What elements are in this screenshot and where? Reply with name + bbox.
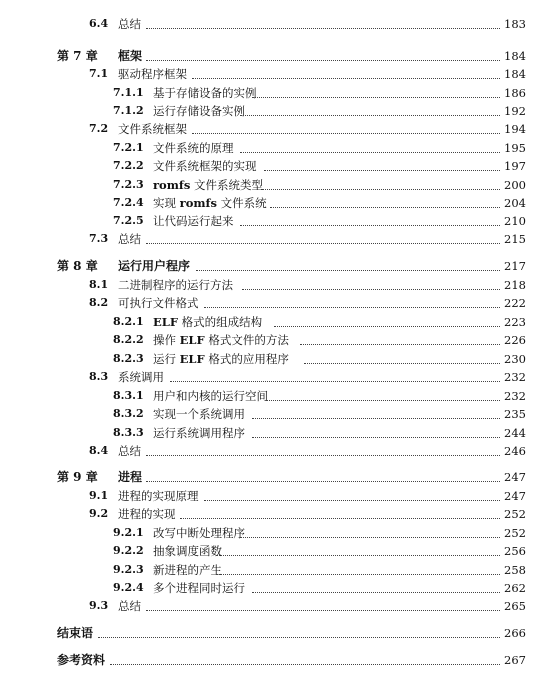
toc-entry[interactable]	[0, 597, 539, 615]
toc-entry[interactable]	[0, 350, 539, 368]
toc-leader	[146, 15, 500, 33]
toc-entry[interactable]	[0, 84, 539, 102]
toc-leader	[192, 65, 500, 83]
toc-page: 267	[504, 653, 526, 667]
toc-entry[interactable]	[0, 505, 539, 523]
toc-leader	[192, 120, 500, 138]
toc-page: 195	[504, 141, 526, 155]
toc-entry[interactable]	[0, 65, 539, 83]
toc-number: 第 7 章	[57, 49, 98, 63]
toc-page: 184	[504, 49, 526, 63]
toc-leader	[252, 405, 500, 423]
toc-title: 总结	[118, 599, 141, 613]
toc-number: 8.2.2	[113, 333, 144, 346]
toc-number: 7.2.1	[113, 141, 144, 154]
toc-number: 8.3.3	[113, 426, 144, 439]
toc-leader	[270, 194, 500, 212]
toc-entry[interactable]	[0, 139, 539, 157]
toc-number: 9.2.4	[113, 581, 144, 594]
toc-leader	[252, 84, 500, 102]
toc-title: 总结	[118, 444, 141, 458]
toc-entry[interactable]	[0, 579, 539, 597]
toc-page: 222	[504, 296, 526, 310]
toc-entry[interactable]	[0, 424, 539, 442]
toc-title: 多个进程同时运行	[153, 581, 245, 595]
toc-title: 文件系统框架的实现	[153, 159, 257, 173]
toc-entry[interactable]	[0, 176, 539, 194]
toc-page: 210	[504, 214, 526, 228]
toc-title: 抽象调度函数	[153, 544, 222, 558]
toc-page: 232	[504, 389, 526, 403]
toc-title: 运行系统调用程序	[153, 426, 245, 440]
toc-leader	[216, 542, 500, 560]
toc-page: 218	[504, 278, 526, 292]
toc-title: 让代码运行起来	[153, 214, 234, 228]
toc-chapter[interactable]	[0, 257, 539, 275]
toc-leader	[264, 157, 500, 175]
toc-leader	[204, 487, 500, 505]
toc-entry-conclusion[interactable]	[0, 624, 539, 642]
toc-leader	[240, 102, 500, 120]
toc-entry[interactable]	[0, 157, 539, 175]
toc-entry[interactable]	[0, 120, 539, 138]
toc-page: 265	[504, 599, 526, 613]
toc-title: 进程的实现原理	[118, 489, 199, 503]
toc-number: 6.4	[89, 17, 109, 30]
toc-number: 8.3	[89, 370, 109, 383]
toc-title: 实现 romfs 文件系统	[153, 196, 267, 210]
toc-leader	[110, 651, 500, 669]
toc-entry[interactable]	[0, 524, 539, 542]
toc-leader	[146, 442, 500, 460]
toc-number: 8.4	[89, 444, 109, 457]
toc-leader	[304, 350, 500, 368]
toc-title: 进程	[118, 470, 143, 484]
toc-page: 252	[504, 507, 526, 521]
toc-entry[interactable]	[0, 368, 539, 386]
toc-title: 可执行文件格式	[118, 296, 199, 310]
toc-title: 新进程的产生	[153, 563, 222, 577]
toc-title: 驱动程序框架	[118, 67, 187, 81]
toc-number: 8.3.1	[113, 389, 144, 402]
toc-page: 194	[504, 122, 526, 136]
toc-title: 结束语	[57, 626, 94, 640]
toc-leader	[196, 257, 500, 275]
toc-number: 7.2.2	[113, 159, 144, 172]
toc-title: 总结	[118, 17, 141, 31]
toc-page: 258	[504, 563, 526, 577]
toc-number: 8.2	[89, 296, 109, 309]
toc-number: 7.1.2	[113, 104, 144, 117]
toc-page: 262	[504, 581, 526, 595]
toc-entry-references[interactable]	[0, 651, 539, 669]
toc-entry[interactable]	[0, 561, 539, 579]
toc-number: 7.2	[89, 122, 109, 135]
toc-title: 参考资料	[57, 653, 106, 667]
toc-page: 247	[504, 470, 526, 484]
toc-entry[interactable]	[0, 15, 539, 33]
toc-chapter[interactable]	[0, 47, 539, 65]
toc-title: 运行 ELF 格式的应用程序	[153, 352, 289, 366]
toc-number: 9.2.1	[113, 526, 144, 539]
toc-leader	[146, 468, 500, 486]
toc-entry[interactable]	[0, 487, 539, 505]
toc-title: 运行存储设备实例	[153, 104, 245, 118]
toc-number: 8.1	[89, 278, 109, 291]
toc-entry[interactable]	[0, 313, 539, 331]
toc-number: 9.3	[89, 599, 109, 612]
toc-leader	[242, 276, 500, 294]
toc-number: 8.2.1	[113, 315, 144, 328]
toc-title: ELF 格式的组成结构	[153, 315, 263, 329]
toc-number: 第 9 章	[57, 470, 98, 484]
toc-page: 252	[504, 526, 526, 540]
toc-title: 二进制程序的运行方法	[118, 278, 233, 292]
toc-title: 文件系统框架	[118, 122, 187, 136]
toc-leader	[266, 387, 500, 405]
toc-page: 232	[504, 370, 526, 384]
toc-number: 7.2.3	[113, 178, 144, 191]
toc-title: 框架	[118, 49, 143, 63]
toc-page: 247	[504, 489, 526, 503]
toc-page: 197	[504, 159, 526, 173]
toc-entry[interactable]	[0, 387, 539, 405]
toc-number: 7.3	[89, 232, 109, 245]
toc-leader	[240, 212, 500, 230]
toc-number: 第 8 章	[57, 259, 98, 273]
toc-leader	[262, 176, 500, 194]
toc-title: 实现一个系统调用	[153, 407, 245, 421]
toc-title: romfs 文件系统类型	[153, 178, 263, 192]
toc-page: 184	[504, 67, 526, 81]
toc-number: 8.2.3	[113, 352, 144, 365]
toc-page: 215	[504, 232, 526, 246]
toc-entry[interactable]	[0, 194, 539, 212]
toc-page: 244	[504, 426, 526, 440]
toc-page: 192	[504, 104, 526, 118]
toc-title: 操作 ELF 格式文件的方法	[153, 333, 289, 347]
toc-page: 186	[504, 86, 526, 100]
toc-page: 256	[504, 544, 526, 558]
toc-title: 改写中断处理程序	[153, 526, 245, 540]
toc-number: 8.3.2	[113, 407, 144, 420]
toc-number: 9.2	[89, 507, 109, 520]
toc-entry[interactable]	[0, 405, 539, 423]
toc-chapter[interactable]	[0, 468, 539, 486]
toc-page: 235	[504, 407, 526, 421]
toc-title: 总结	[118, 232, 141, 246]
toc-title: 系统调用	[118, 370, 164, 384]
toc-entry[interactable]	[0, 294, 539, 312]
toc-leader	[300, 331, 500, 349]
toc-leader	[98, 624, 500, 642]
toc-page: 226	[504, 333, 526, 347]
toc-number: 7.1	[89, 67, 109, 80]
toc-number: 9.2.3	[113, 563, 144, 576]
toc-leader	[146, 47, 500, 65]
toc-entry[interactable]	[0, 102, 539, 120]
toc-leader	[170, 368, 500, 386]
toc-page: 266	[504, 626, 526, 640]
toc-number: 9.1	[89, 489, 109, 502]
toc-leader	[216, 561, 500, 579]
toc-entry[interactable]	[0, 542, 539, 560]
toc-page: 183	[504, 17, 526, 31]
toc-number: 7.1.1	[113, 86, 144, 99]
toc-leader	[146, 597, 500, 615]
toc-entry[interactable]	[0, 442, 539, 460]
toc-leader	[180, 505, 500, 523]
toc-number: 7.2.4	[113, 196, 144, 209]
toc-leader	[146, 230, 500, 248]
toc-page: 223	[504, 315, 526, 329]
toc-page: 204	[504, 196, 526, 210]
toc-entry[interactable]	[0, 276, 539, 294]
toc-entry[interactable]	[0, 331, 539, 349]
toc-leader	[274, 313, 500, 331]
toc-entry[interactable]	[0, 230, 539, 248]
toc-title: 进程的实现	[118, 507, 176, 521]
toc-number: 9.2.2	[113, 544, 144, 557]
toc-title: 用户和内核的运行空间	[153, 389, 268, 403]
toc-leader	[240, 524, 500, 542]
toc-page: 246	[504, 444, 526, 458]
toc-page: 230	[504, 352, 526, 366]
toc-leader	[252, 579, 500, 597]
toc-title: 文件系统的原理	[153, 141, 234, 155]
toc-entry[interactable]	[0, 212, 539, 230]
toc-leader	[240, 139, 500, 157]
toc-page: 200	[504, 178, 526, 192]
toc-number: 7.2.5	[113, 214, 144, 227]
toc-leader	[252, 424, 500, 442]
toc-title: 基于存储设备的实例	[153, 86, 257, 100]
toc-leader	[204, 294, 500, 312]
toc-page: 217	[504, 259, 526, 273]
toc-title: 运行用户程序	[118, 259, 191, 273]
